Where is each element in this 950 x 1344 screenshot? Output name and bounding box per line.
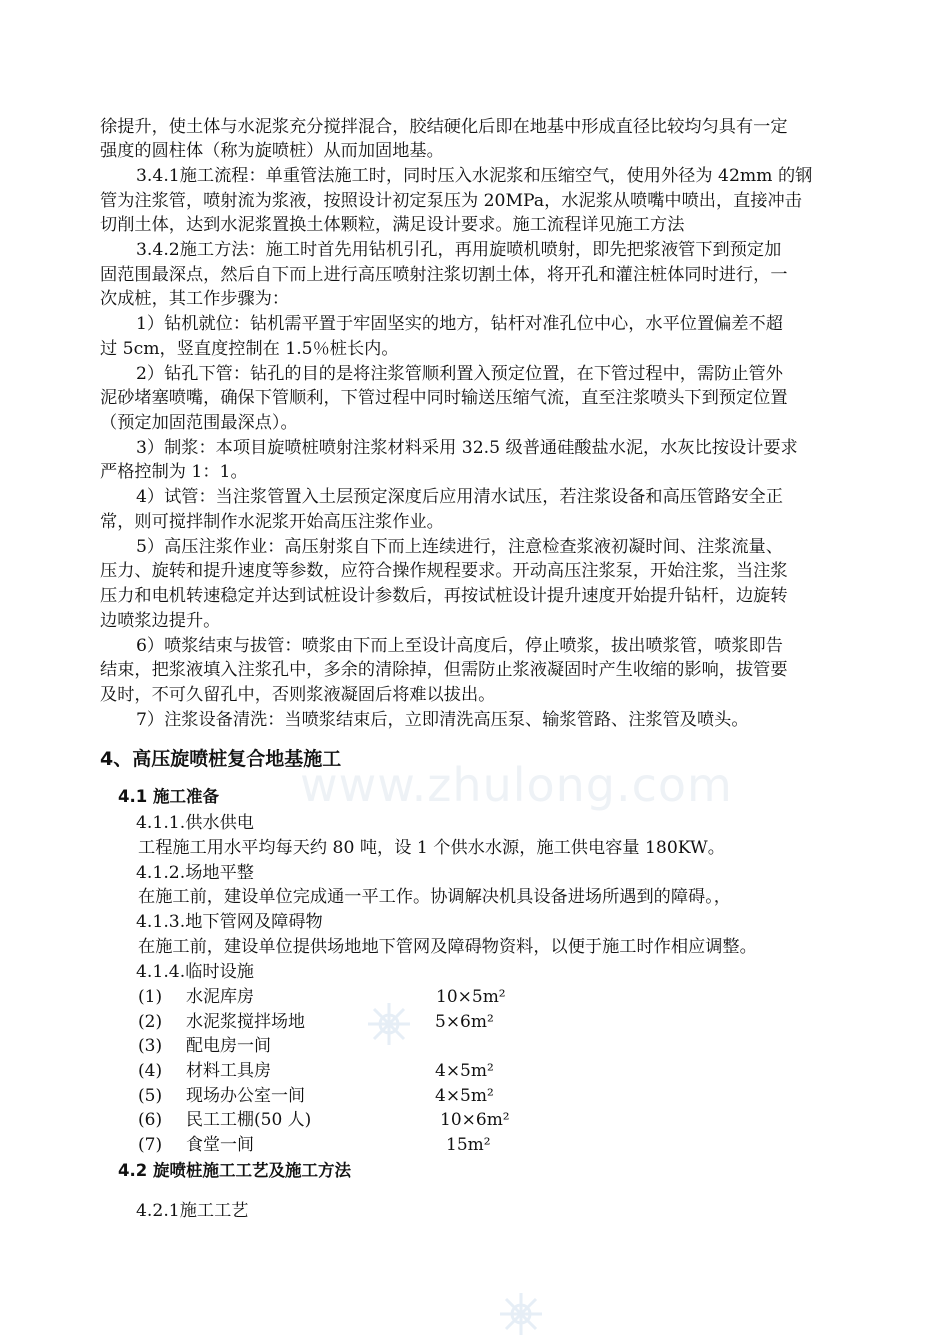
body-text-line: 3.4.2施工方法：施工时首先用钻机引孔，再用旋喷机喷射，即先把浆液管下到预定加 bbox=[136, 240, 782, 260]
body-text-line: 6）喷浆结束与拔管：喷浆由下而上至设计高度后，停止喷浆，拔出喷浆管，喷浆即告 bbox=[136, 636, 783, 656]
section-heading: 4、高压旋喷桩复合地基施工 bbox=[100, 748, 342, 770]
body-text-line: 7）注浆设备清洗：当喷浆结束后，立即清洗高压泵、输浆管路、注浆管及喷头。 bbox=[136, 710, 749, 730]
item-heading: 4.1.2.场地平整 bbox=[136, 863, 254, 883]
item-heading: 4.1.3.地下管网及障碍物 bbox=[136, 912, 323, 932]
snowflake-logo-icon bbox=[365, 1000, 413, 1048]
body-text-line: 固范围最深点，然后自下而上进行高压喷射注浆切割土体，将开孔和灌注桩体同时进行，一 bbox=[100, 265, 788, 285]
body-text-line: 严格控制为 1：1。 bbox=[100, 462, 248, 482]
body-text-line: 3.4.1施工流程：单重管法施工时，同时压入水泥浆和压缩空气，使用外径为 42mm 的钢 bbox=[136, 166, 813, 186]
facility-number: (1) bbox=[138, 987, 163, 1007]
facility-size: 4×5m² bbox=[435, 1086, 494, 1106]
item-heading: 4.2.1施工工艺 bbox=[136, 1201, 249, 1221]
body-text-line: 3）制浆：本项目旋喷桩喷射注浆材料采用 32.5 级普通硅酸盐水泥，水灰比按设计要求 bbox=[136, 438, 798, 458]
facility-number: (7) bbox=[138, 1135, 163, 1155]
body-text-line: 泥砂堵塞喷嘴，确保下管顺利，下管过程中同时输送压缩气流，直至注浆喷头下到预定位置 bbox=[100, 388, 788, 408]
item-heading: 4.1.1.供水供电 bbox=[136, 813, 254, 833]
facility-size: 10×6m² bbox=[440, 1110, 510, 1130]
body-text-line: 过 5cm，竖直度控制在 1.5％桩长内。 bbox=[100, 339, 399, 359]
body-text-line: 5）高压注浆作业：高压射浆自下而上连续进行，注意检查浆液初凝时间、注浆流量、 bbox=[136, 537, 783, 557]
snowflake-logo-icon bbox=[497, 1290, 545, 1338]
body-text-line: 徐提升，使土体与水泥浆充分搅拌混合，胶结硬化后即在地基中形成直径比较均匀具有一定 bbox=[100, 117, 788, 137]
facility-name: 材料工具房 bbox=[186, 1061, 271, 1081]
facility-name: 配电房一间 bbox=[186, 1036, 271, 1056]
body-text-line: （预定加固范围最深点）。 bbox=[100, 413, 298, 433]
body-text-line: 次成桩，其工作步骤为： bbox=[100, 289, 290, 309]
facility-name: 现场办公室一间 bbox=[186, 1086, 305, 1106]
body-text-line: 工程施工用水平均每天约 80 吨，设 1 个供水水源，施工供电容量 180KW。 bbox=[138, 838, 725, 858]
body-text-line: 切削土体，达到水泥浆置换土体颗粒，满足设计要求。施工流程详见施工方法 bbox=[100, 215, 685, 235]
body-text-line: 压力和电机转速稳定并达到试桩设计参数后，再按试桩设计提升速度开始提升钻杆，边旋转 bbox=[100, 586, 788, 606]
body-text-line: 强度的圆柱体（称为旋喷桩）从而加固地基。 bbox=[100, 141, 444, 161]
body-text-line: 4）试管：当注浆管置入土层预定深度后应用清水试压，若注浆设备和高压管路安全正 bbox=[136, 487, 783, 507]
subsection-heading: 4.1 施工准备 bbox=[118, 787, 219, 806]
facility-name: 食堂一间 bbox=[186, 1135, 254, 1155]
facility-number: (4) bbox=[138, 1061, 163, 1081]
facility-number: (2) bbox=[138, 1012, 163, 1032]
facility-number: (5) bbox=[138, 1086, 163, 1106]
body-text-line: 2）钻孔下管：钻孔的目的是将注浆管顺利置入预定位置，在下管过程中，需防止管外 bbox=[136, 364, 783, 384]
facility-size: 4×5m² bbox=[435, 1061, 494, 1081]
facility-name: 民工工棚(50 人) bbox=[186, 1110, 312, 1130]
facility-size: 10×5m² bbox=[436, 987, 506, 1007]
facility-name: 水泥库房 bbox=[186, 987, 254, 1007]
body-text-line: 1）钻机就位：钻机需平置于牢固坚实的地方，钻杆对准孔位中心，水平位置偏差不超 bbox=[136, 314, 783, 334]
body-text-line: 及时，不可久留孔中，否则浆液凝固后将难以拔出。 bbox=[100, 685, 496, 705]
facility-name: 水泥浆搅拌场地 bbox=[186, 1012, 305, 1032]
facility-size: 5×6m² bbox=[435, 1012, 494, 1032]
facility-size: 15m² bbox=[446, 1135, 491, 1155]
body-text-line: 压力、旋转和提升速度等参数，应符合操作规程要求。开动高压注浆泵，开始注浆，当注浆 bbox=[100, 561, 788, 581]
body-text-line: 结束，把浆液填入注浆孔中，多余的清除掉，但需防止浆液凝固时产生收缩的影响，拔管要 bbox=[100, 660, 788, 680]
body-text-line: 管为注浆管，喷射流为浆液，按照设计初定泵压为 20MPa，水泥浆从喷嘴中喷出，直接冲击 bbox=[100, 191, 802, 211]
subsection-heading: 4.2 旋喷桩施工工艺及施工方法 bbox=[118, 1161, 351, 1180]
body-text-line: 在施工前，建设单位完成通一平工作。协调解决机具设备进场所遇到的障碍。， bbox=[138, 887, 731, 907]
body-text-line: 常，则可搅拌制作水泥浆开始高压注浆作业。 bbox=[100, 512, 444, 532]
facility-number: (6) bbox=[138, 1110, 163, 1130]
watermark-text: www.zhulong.com bbox=[300, 758, 733, 812]
item-heading: 4.1.4.临时设施 bbox=[136, 962, 254, 982]
body-text-line: 在施工前，建设单位提供场地地下管网及障碍物资料，以便于施工时作相应调整。 bbox=[138, 937, 757, 957]
body-text-line: 边喷浆边提升。 bbox=[100, 611, 221, 631]
facility-number: (3) bbox=[138, 1036, 163, 1056]
